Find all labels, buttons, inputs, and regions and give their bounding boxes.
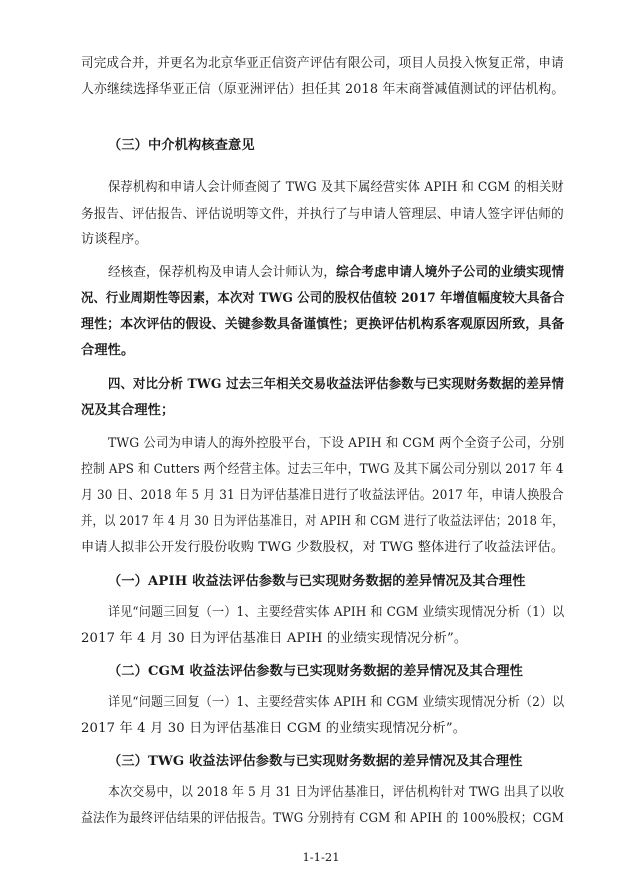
text-line: 2017 年 4 月 30 日为评估基准日 CGM 的业绩实现情况分析”。: [81, 721, 467, 736]
text-line: 详见“问题三回复（一）1、主要经营实体 APIH 和 CGM 业绩实现情况分析（2）以: [108, 695, 565, 710]
conclusion-bold: 综合考虑申请人境外子公司的业绩实现情: [336, 265, 565, 280]
text-line: 申请人拟非公开发行股份收购 TWG 少数股权，对 TWG 整体进行了收益法评估。: [81, 540, 565, 555]
text-line-bold: 理性；本次评估的假设、关键参数具备谨慎性；更换评估机构系客观原因所致，具备: [81, 317, 565, 332]
text-line: 务报告、评估报告、评估说明等文件，并执行了与申请人管理层、申请人签字评估师的: [81, 207, 564, 222]
subsection-heading: （一）APIH 收益法评估参数与已实现财务数据的差异情况及其合理性: [108, 574, 526, 589]
text-line-mixed: [108, 264, 564, 282]
text-line: 人亦继续选择华亚正信（原亚洲评估）担任其 2018 年末商誉减值测试的评估机构。: [81, 82, 565, 97]
subsection-heading: （三）TWG 收益法评估参数与已实现财务数据的差异情况及其合理性: [108, 754, 523, 769]
text-line: 本次交易中，以 2018 年 5 月 31 日为评估基准日，评估机构针对 TWG 出具了以收: [108, 785, 565, 800]
subsection-heading: （二）CGM 收益法评估参数与已实现财务数据的差异情况及其合理性: [108, 664, 523, 679]
text-line: 保荐机构和申请人会计师查阅了 TWG 及其下属经营实体 APIH 和 CGM 的相关财: [108, 180, 564, 195]
text-line: 益法作为最终评估结果的评估报告。TWG 分别持有 CGM 和 APIH 的 100%股权；CGM: [81, 811, 564, 826]
text-line-bold: 合理性。: [81, 343, 135, 358]
text-line: TWG 公司为申请人的海外控股平台，下设 APIH 和 CGM 两个全资子公司，分别: [108, 436, 565, 451]
section-heading-cont: 况及其合理性；: [81, 403, 175, 418]
text-line: 访谈程序。: [81, 232, 148, 247]
text-line: 2017 年 4 月 30 日为评估基准日 APIH 的业绩实现情况分析”。: [81, 631, 468, 646]
section-heading: 四、对比分析 TWG 过去三年相关交易收益法评估参数与已实现财务数据的差异情: [108, 377, 564, 392]
text-line-bold: 况、行业周期性等因素，本次对 TWG 公司的股权估值较 2017 年增值幅度较大具备合: [81, 291, 565, 306]
page-number: 1-1-21: [302, 850, 340, 864]
text-line: 月 30 日、2018 年 5 月 31 日为评估基准日进行了收益法评估。2017 年，申请人换股合: [81, 488, 564, 503]
text-line: 并，以 2017 年 4 月 30 日为评估基准日，对 APIH 和 CGM 进行了收益法评估；2018 年，: [81, 514, 564, 529]
conclusion-lead: 经核查，保荐机构及申请人会计师认为，: [108, 265, 337, 280]
section-heading: （三）中介机构核查意见: [108, 138, 255, 153]
text-line: 控制 APS 和 Cutters 两个经营主体。过去三年中，TWG 及其下属公司分别以 2017 年 4: [81, 462, 564, 477]
text-line: 司完成合并，并更名为北京华亚正信资产评估有限公司，项目人员投入恢复正常，申请: [81, 56, 564, 71]
text-line: 详见“问题三回复（一）1、主要经营实体 APIH 和 CGM 业绩实现情况分析（1）以: [108, 605, 565, 620]
